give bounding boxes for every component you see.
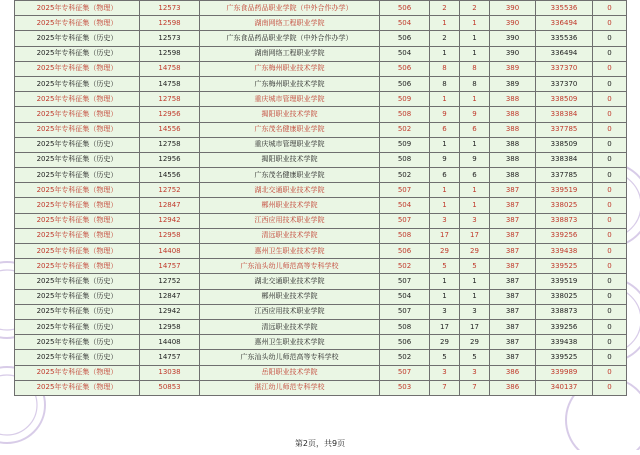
batch-cell: 2025年专科征集（历史） <box>15 76 140 91</box>
min-rank-cell: 339438 <box>536 335 593 350</box>
group-code-cell: 506 <box>380 1 430 16</box>
page-footer: 第2页，共9页 <box>294 439 346 448</box>
batch-cell: 2025年专科征集（物理） <box>15 228 140 243</box>
school-name-cell: 广东梅州职业技术学院 <box>200 61 380 76</box>
remaining-cell: 0 <box>593 213 627 228</box>
admitted-count-cell: 6 <box>460 122 490 137</box>
remaining-cell: 0 <box>593 304 627 319</box>
plan-count-cell: 1 <box>430 137 460 152</box>
plan-count-cell: 1 <box>430 16 460 31</box>
table-row <box>15 319 627 334</box>
plan-count-cell: 9 <box>430 152 460 167</box>
batch-cell: 2025年专科征集（历史） <box>15 319 140 334</box>
min-rank-cell: 338025 <box>536 198 593 213</box>
batch-cell: 2025年专科征集（历史） <box>15 350 140 365</box>
admitted-count-cell: 3 <box>460 365 490 380</box>
school-name-cell: 重庆城市管理职业学院 <box>200 137 380 152</box>
admission-table-container <box>14 0 626 396</box>
table-row <box>15 304 627 319</box>
school-name-cell: 郴州职业技术学院 <box>200 198 380 213</box>
min-rank-cell: 339256 <box>536 228 593 243</box>
school-code-cell: 14758 <box>140 76 200 91</box>
min-score-cell: 388 <box>490 152 536 167</box>
min-score-cell: 387 <box>490 304 536 319</box>
min-score-cell: 389 <box>490 76 536 91</box>
min-score-cell: 387 <box>490 228 536 243</box>
plan-count-cell: 1 <box>430 274 460 289</box>
admitted-count-cell: 2 <box>460 1 490 16</box>
plan-count-cell: 29 <box>430 335 460 350</box>
table-row <box>15 31 627 46</box>
min-rank-cell: 339256 <box>536 319 593 334</box>
admitted-count-cell: 9 <box>460 152 490 167</box>
batch-cell: 2025年专科征集（物理） <box>15 92 140 107</box>
remaining-cell: 0 <box>593 168 627 183</box>
admitted-count-cell: 7 <box>460 380 490 395</box>
min-rank-cell: 336494 <box>536 16 593 31</box>
school-name-cell: 惠州卫生职业技术学院 <box>200 335 380 350</box>
min-score-cell: 387 <box>490 335 536 350</box>
batch-cell: 2025年专科征集（物理） <box>15 122 140 137</box>
school-code-cell: 12958 <box>140 228 200 243</box>
admitted-count-cell: 17 <box>460 228 490 243</box>
school-code-cell: 13038 <box>140 365 200 380</box>
group-code-cell: 509 <box>380 92 430 107</box>
table-row <box>15 122 627 137</box>
remaining-cell: 0 <box>593 183 627 198</box>
admitted-count-cell: 1 <box>460 46 490 61</box>
admitted-count-cell: 5 <box>460 350 490 365</box>
school-name-cell: 郴州职业技术学院 <box>200 289 380 304</box>
batch-cell: 2025年专科征集（历史） <box>15 46 140 61</box>
admitted-count-cell: 8 <box>460 76 490 91</box>
min-score-cell: 388 <box>490 137 536 152</box>
group-code-cell: 508 <box>380 107 430 122</box>
plan-count-cell: 5 <box>430 259 460 274</box>
remaining-cell: 0 <box>593 152 627 167</box>
min-score-cell: 390 <box>490 1 536 16</box>
table-row <box>15 183 627 198</box>
school-code-cell: 12598 <box>140 16 200 31</box>
group-code-cell: 503 <box>380 380 430 395</box>
min-rank-cell: 339525 <box>536 350 593 365</box>
school-code-cell: 12958 <box>140 319 200 334</box>
batch-cell: 2025年专科征集（物理） <box>15 380 140 395</box>
school-name-cell: 广东食品药品职业学院（中外合作办学） <box>200 1 380 16</box>
school-name-cell: 重庆城市管理职业学院 <box>200 92 380 107</box>
table-row <box>15 76 627 91</box>
plan-count-cell: 2 <box>430 31 460 46</box>
group-code-cell: 506 <box>380 61 430 76</box>
min-rank-cell: 339989 <box>536 365 593 380</box>
table-row <box>15 198 627 213</box>
school-code-cell: 12752 <box>140 183 200 198</box>
school-name-cell: 清远职业技术学院 <box>200 228 380 243</box>
table-row <box>15 16 627 31</box>
group-code-cell: 504 <box>380 198 430 213</box>
school-code-cell: 14556 <box>140 122 200 137</box>
min-score-cell: 387 <box>490 244 536 259</box>
school-code-cell: 14757 <box>140 350 200 365</box>
group-code-cell: 502 <box>380 168 430 183</box>
min-rank-cell: 340137 <box>536 380 593 395</box>
plan-count-cell: 1 <box>430 198 460 213</box>
plan-count-cell: 17 <box>430 319 460 334</box>
school-code-cell: 14758 <box>140 61 200 76</box>
batch-cell: 2025年专科征集（物理） <box>15 107 140 122</box>
remaining-cell: 0 <box>593 274 627 289</box>
group-code-cell: 502 <box>380 259 430 274</box>
plan-count-cell: 9 <box>430 107 460 122</box>
admitted-count-cell: 8 <box>460 61 490 76</box>
school-name-cell: 广东汕头幼儿师范高等专科学校 <box>200 259 380 274</box>
school-code-cell: 12942 <box>140 213 200 228</box>
min-score-cell: 388 <box>490 168 536 183</box>
plan-count-cell: 3 <box>430 304 460 319</box>
min-score-cell: 387 <box>490 183 536 198</box>
remaining-cell: 0 <box>593 380 627 395</box>
school-code-cell: 14757 <box>140 259 200 274</box>
batch-cell: 2025年专科征集（历史） <box>15 152 140 167</box>
school-code-cell: 12847 <box>140 289 200 304</box>
admitted-count-cell: 1 <box>460 274 490 289</box>
school-code-cell: 12847 <box>140 198 200 213</box>
plan-count-cell: 2 <box>430 1 460 16</box>
group-code-cell: 509 <box>380 137 430 152</box>
remaining-cell: 0 <box>593 259 627 274</box>
admitted-count-cell: 29 <box>460 244 490 259</box>
group-code-cell: 508 <box>380 319 430 334</box>
plan-count-cell: 8 <box>430 76 460 91</box>
admitted-count-cell: 1 <box>460 183 490 198</box>
batch-cell: 2025年专科征集（历史） <box>15 137 140 152</box>
school-code-cell: 12573 <box>140 31 200 46</box>
batch-cell: 2025年专科征集（物理） <box>15 198 140 213</box>
group-code-cell: 506 <box>380 335 430 350</box>
school-code-cell: 12598 <box>140 46 200 61</box>
remaining-cell: 0 <box>593 350 627 365</box>
remaining-cell: 0 <box>593 137 627 152</box>
table-row <box>15 380 627 395</box>
plan-count-cell: 1 <box>430 289 460 304</box>
min-score-cell: 390 <box>490 31 536 46</box>
school-name-cell: 清远职业技术学院 <box>200 319 380 334</box>
admitted-count-cell: 6 <box>460 168 490 183</box>
batch-cell: 2025年专科征集（历史） <box>15 31 140 46</box>
table-row <box>15 213 627 228</box>
min-rank-cell: 339525 <box>536 259 593 274</box>
school-code-cell: 50853 <box>140 380 200 395</box>
batch-cell: 2025年专科征集（物理） <box>15 1 140 16</box>
remaining-cell: 0 <box>593 122 627 137</box>
remaining-cell: 0 <box>593 319 627 334</box>
batch-cell: 2025年专科征集（物理） <box>15 16 140 31</box>
batch-cell: 2025年专科征集（历史） <box>15 335 140 350</box>
table-row <box>15 289 627 304</box>
table-row <box>15 152 627 167</box>
group-code-cell: 507 <box>380 304 430 319</box>
min-rank-cell: 338509 <box>536 137 593 152</box>
school-code-cell: 12942 <box>140 304 200 319</box>
plan-count-cell: 1 <box>430 46 460 61</box>
table-row <box>15 335 627 350</box>
min-rank-cell: 339519 <box>536 183 593 198</box>
batch-cell: 2025年专科征集（物理） <box>15 183 140 198</box>
admitted-count-cell: 1 <box>460 137 490 152</box>
min-rank-cell: 337785 <box>536 122 593 137</box>
min-score-cell: 387 <box>490 319 536 334</box>
group-code-cell: 507 <box>380 183 430 198</box>
admitted-count-cell: 3 <box>460 304 490 319</box>
table-row <box>15 137 627 152</box>
min-score-cell: 388 <box>490 122 536 137</box>
min-rank-cell: 336494 <box>536 46 593 61</box>
school-code-cell: 14408 <box>140 335 200 350</box>
table-row <box>15 365 627 380</box>
plan-count-cell: 7 <box>430 380 460 395</box>
group-code-cell: 507 <box>380 365 430 380</box>
admitted-count-cell: 1 <box>460 16 490 31</box>
school-name-cell: 广东茂名健康职业学院 <box>200 168 380 183</box>
group-code-cell: 504 <box>380 46 430 61</box>
group-code-cell: 507 <box>380 274 430 289</box>
admitted-count-cell: 17 <box>460 319 490 334</box>
school-code-cell: 12758 <box>140 92 200 107</box>
table-row <box>15 228 627 243</box>
table-row <box>15 244 627 259</box>
group-code-cell: 502 <box>380 350 430 365</box>
min-rank-cell: 339519 <box>536 274 593 289</box>
remaining-cell: 0 <box>593 61 627 76</box>
school-name-cell: 湛江幼儿师范专科学校 <box>200 380 380 395</box>
school-code-cell: 12573 <box>140 1 200 16</box>
group-code-cell: 504 <box>380 289 430 304</box>
min-score-cell: 387 <box>490 213 536 228</box>
group-code-cell: 504 <box>380 16 430 31</box>
school-name-cell: 广东梅州职业技术学院 <box>200 76 380 91</box>
admitted-count-cell: 1 <box>460 289 490 304</box>
school-name-cell: 湖北交通职业技术学院 <box>200 183 380 198</box>
batch-cell: 2025年专科征集（历史） <box>15 168 140 183</box>
batch-cell: 2025年专科征集（历史） <box>15 274 140 289</box>
min-score-cell: 388 <box>490 107 536 122</box>
min-rank-cell: 337785 <box>536 168 593 183</box>
remaining-cell: 0 <box>593 46 627 61</box>
remaining-cell: 0 <box>593 228 627 243</box>
school-name-cell: 广东食品药品职业学院（中外合作办学） <box>200 31 380 46</box>
school-name-cell: 揭阳职业技术学院 <box>200 107 380 122</box>
min-rank-cell: 335536 <box>536 31 593 46</box>
remaining-cell: 0 <box>593 244 627 259</box>
group-code-cell: 502 <box>380 122 430 137</box>
school-name-cell: 湖北交通职业技术学院 <box>200 274 380 289</box>
plan-count-cell: 8 <box>430 61 460 76</box>
min-score-cell: 388 <box>490 92 536 107</box>
table-row <box>15 350 627 365</box>
min-score-cell: 387 <box>490 350 536 365</box>
batch-cell: 2025年专科征集（历史） <box>15 304 140 319</box>
table-row <box>15 259 627 274</box>
admitted-count-cell: 5 <box>460 259 490 274</box>
min-score-cell: 386 <box>490 380 536 395</box>
admitted-count-cell: 29 <box>460 335 490 350</box>
school-name-cell: 广东汕头幼儿师范高等专科学校 <box>200 350 380 365</box>
table-row <box>15 1 627 16</box>
remaining-cell: 0 <box>593 198 627 213</box>
min-rank-cell: 335536 <box>536 1 593 16</box>
admitted-count-cell: 1 <box>460 31 490 46</box>
admitted-count-cell: 3 <box>460 213 490 228</box>
plan-count-cell: 17 <box>430 228 460 243</box>
school-code-cell: 12956 <box>140 152 200 167</box>
plan-count-cell: 6 <box>430 168 460 183</box>
remaining-cell: 0 <box>593 16 627 31</box>
admitted-count-cell: 1 <box>460 92 490 107</box>
admission-table-body <box>15 1 627 396</box>
plan-count-cell: 6 <box>430 122 460 137</box>
school-name-cell: 广东茂名健康职业学院 <box>200 122 380 137</box>
group-code-cell: 506 <box>380 244 430 259</box>
min-score-cell: 387 <box>490 259 536 274</box>
table-row <box>15 274 627 289</box>
school-name-cell: 江西应用技术职业学院 <box>200 304 380 319</box>
min-rank-cell: 338509 <box>536 92 593 107</box>
min-rank-cell: 339438 <box>536 244 593 259</box>
min-score-cell: 390 <box>490 16 536 31</box>
remaining-cell: 0 <box>593 289 627 304</box>
min-rank-cell: 338384 <box>536 152 593 167</box>
min-score-cell: 386 <box>490 365 536 380</box>
batch-cell: 2025年专科征集（物理） <box>15 259 140 274</box>
school-code-cell: 12758 <box>140 137 200 152</box>
plan-count-cell: 3 <box>430 213 460 228</box>
school-name-cell: 岳阳职业技术学院 <box>200 365 380 380</box>
admission-table <box>14 0 627 396</box>
admitted-count-cell: 1 <box>460 198 490 213</box>
batch-cell: 2025年专科征集（历史） <box>15 289 140 304</box>
min-rank-cell: 337370 <box>536 61 593 76</box>
plan-count-cell: 1 <box>430 92 460 107</box>
min-score-cell: 387 <box>490 198 536 213</box>
table-row <box>15 46 627 61</box>
group-code-cell: 506 <box>380 31 430 46</box>
school-name-cell: 惠州卫生职业技术学院 <box>200 244 380 259</box>
remaining-cell: 0 <box>593 107 627 122</box>
min-score-cell: 387 <box>490 274 536 289</box>
batch-cell: 2025年专科征集（物理） <box>15 61 140 76</box>
school-name-cell: 江西应用技术职业学院 <box>200 213 380 228</box>
plan-count-cell: 29 <box>430 244 460 259</box>
group-code-cell: 507 <box>380 213 430 228</box>
min-score-cell: 387 <box>490 289 536 304</box>
school-name-cell: 湖南网络工程职业学院 <box>200 16 380 31</box>
plan-count-cell: 3 <box>430 365 460 380</box>
batch-cell: 2025年专科征集（物理） <box>15 365 140 380</box>
school-code-cell: 14408 <box>140 244 200 259</box>
min-score-cell: 389 <box>490 61 536 76</box>
remaining-cell: 0 <box>593 92 627 107</box>
batch-cell: 2025年专科征集（物理） <box>15 213 140 228</box>
school-name-cell: 湖南网络工程职业学院 <box>200 46 380 61</box>
remaining-cell: 0 <box>593 335 627 350</box>
min-rank-cell: 337370 <box>536 76 593 91</box>
remaining-cell: 0 <box>593 76 627 91</box>
group-code-cell: 506 <box>380 76 430 91</box>
plan-count-cell: 1 <box>430 183 460 198</box>
school-code-cell: 12956 <box>140 107 200 122</box>
min-rank-cell: 338873 <box>536 213 593 228</box>
table-row <box>15 61 627 76</box>
remaining-cell: 0 <box>593 1 627 16</box>
remaining-cell: 0 <box>593 31 627 46</box>
min-rank-cell: 338025 <box>536 289 593 304</box>
school-code-cell: 12752 <box>140 274 200 289</box>
school-name-cell: 揭阳职业技术学院 <box>200 152 380 167</box>
batch-cell: 2025年专科征集（物理） <box>15 244 140 259</box>
remaining-cell: 0 <box>593 365 627 380</box>
table-row <box>15 92 627 107</box>
school-code-cell: 14556 <box>140 168 200 183</box>
min-rank-cell: 338384 <box>536 107 593 122</box>
min-rank-cell: 338873 <box>536 304 593 319</box>
min-score-cell: 390 <box>490 46 536 61</box>
table-row <box>15 107 627 122</box>
group-code-cell: 508 <box>380 152 430 167</box>
group-code-cell: 508 <box>380 228 430 243</box>
table-row <box>15 168 627 183</box>
admitted-count-cell: 9 <box>460 107 490 122</box>
plan-count-cell: 5 <box>430 350 460 365</box>
